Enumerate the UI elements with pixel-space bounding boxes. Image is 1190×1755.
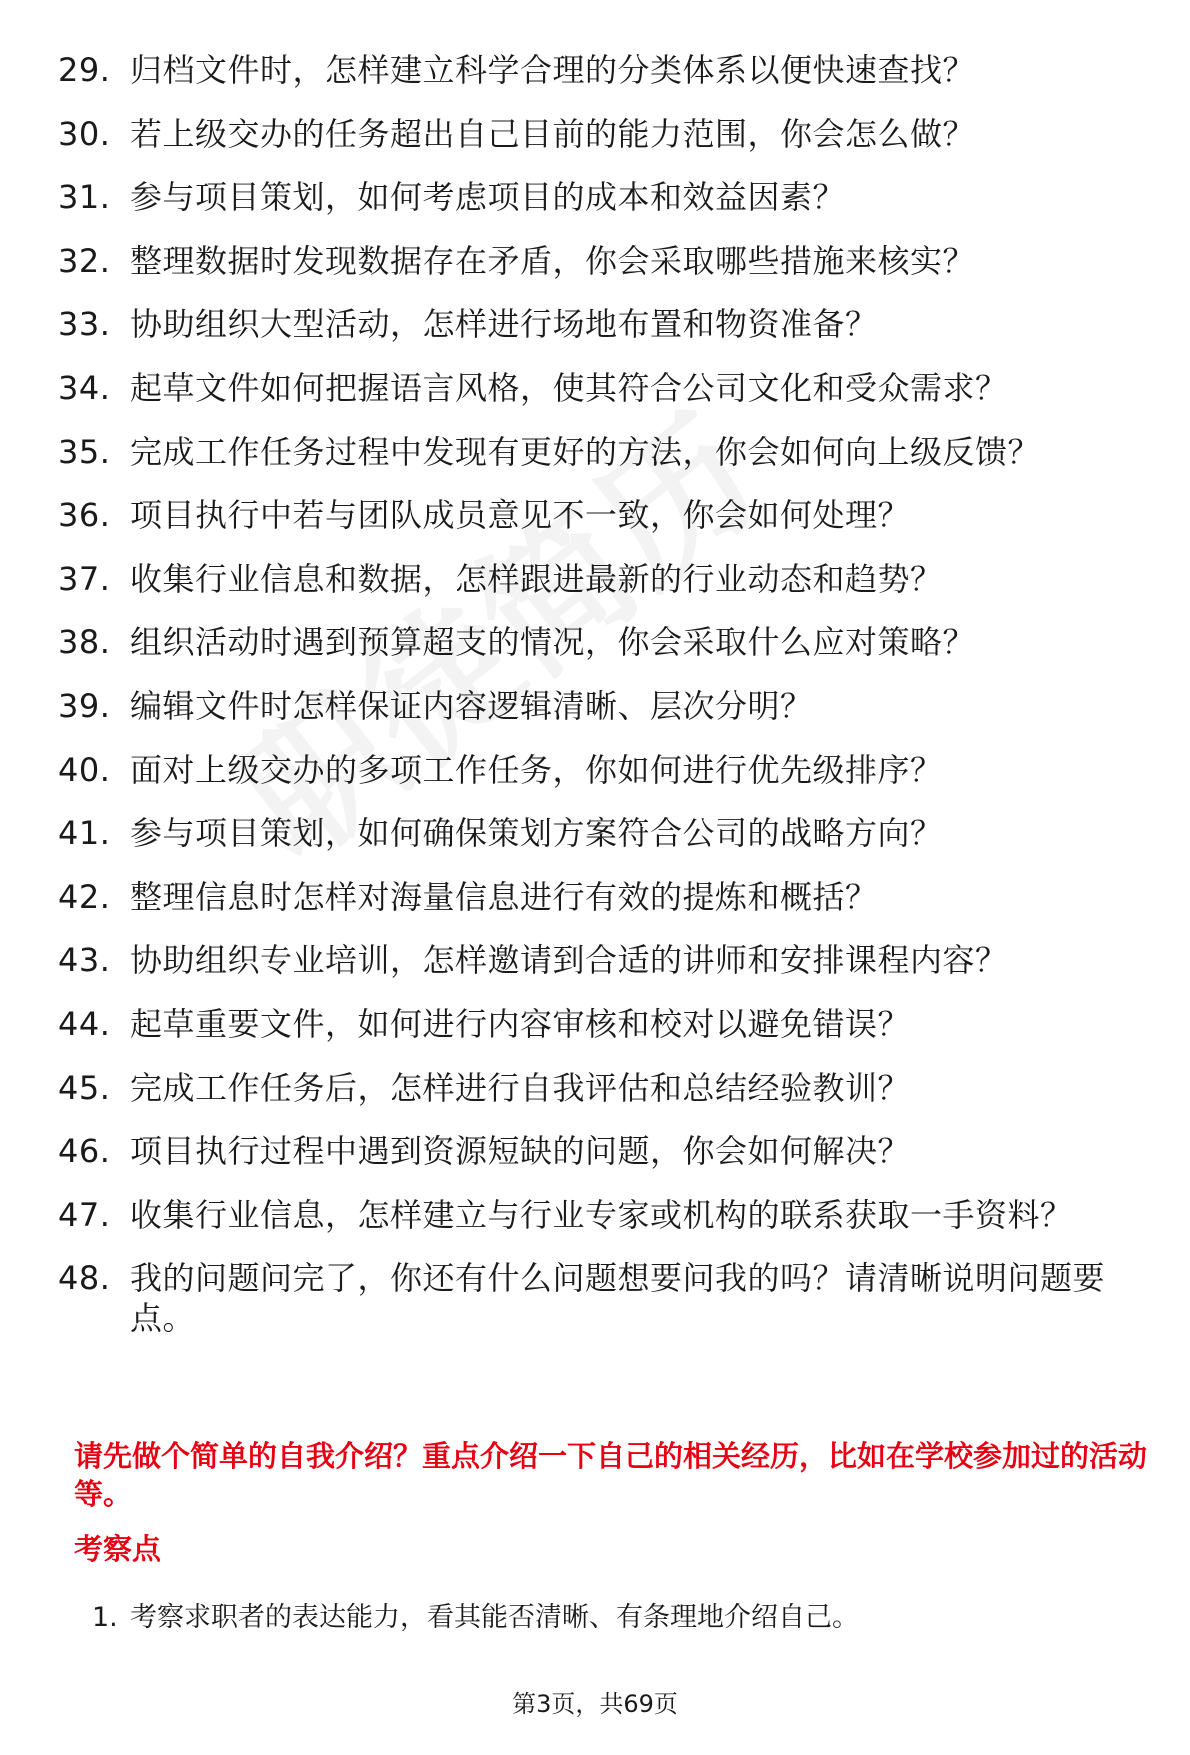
question-text: 整理信息时怎样对海量信息进行有效的提炼和概括？ bbox=[130, 877, 878, 916]
question-number: 37. bbox=[58, 559, 111, 598]
list-item bbox=[58, 686, 1158, 726]
list-item bbox=[58, 304, 1158, 344]
question-text: 收集行业信息和数据，怎样跟进最新的行业动态和趋势？ bbox=[130, 559, 943, 598]
question-text: 起草重要文件，如何进行内容审核和校对以避免错误？ bbox=[130, 1004, 911, 1043]
question-text: 我的问题问完了，你还有什么问题想要问我的吗？请清晰说明问题要点。 bbox=[130, 1259, 1106, 1338]
question-text: 完成工作任务过程中发现有更好的方法，你会如何向上级反馈？ bbox=[130, 432, 1041, 471]
question-number: 31. bbox=[58, 178, 111, 217]
question-number: 30. bbox=[58, 114, 111, 153]
question-number: 44. bbox=[58, 1004, 111, 1043]
list-item bbox=[92, 1600, 1152, 1636]
question-text: 编辑文件时怎样保证内容逻辑清晰、层次分明？ bbox=[130, 686, 813, 725]
question-text: 收集行业信息，怎样建立与行业专家或机构的联系获取一手资料？ bbox=[130, 1195, 1073, 1234]
question-number: 40. bbox=[58, 750, 111, 789]
question-number: 45. bbox=[58, 1068, 111, 1107]
question-text: 协助组织专业培训，怎样邀请到合适的讲师和安排课程内容？ bbox=[130, 941, 1008, 980]
kaochadian-text: 考察求职者的表达能力，看其能否清晰、有条理地介绍自己。 bbox=[130, 1602, 859, 1633]
question-text: 完成工作任务后，怎样进行自我评估和总结经验教训？ bbox=[130, 1068, 911, 1107]
question-number: 38. bbox=[58, 623, 111, 662]
question-text: 若上级交办的任务超出自己目前的能力范围，你会怎么做？ bbox=[130, 114, 976, 153]
question-text: 项目执行中若与团队成员意见不一致，你会如何处理？ bbox=[130, 496, 911, 535]
question-text: 起草文件如何把握语言风格，使其符合公司文化和受众需求？ bbox=[130, 368, 1008, 407]
list-item bbox=[58, 622, 1158, 662]
intro-question-heading: 请先做个简单的自我介绍？重点介绍一下自己的相关经历，比如在学校参加过的活动等。 bbox=[74, 1439, 1148, 1511]
question-number: 42. bbox=[58, 877, 111, 916]
question-number: 47. bbox=[58, 1195, 111, 1234]
list-item bbox=[58, 241, 1158, 281]
question-text: 参与项目策划，如何确保策划方案符合公司的战略方向？ bbox=[130, 814, 943, 853]
question-list bbox=[58, 50, 1158, 1362]
list-item bbox=[58, 877, 1158, 917]
question-number: 36. bbox=[58, 496, 111, 535]
question-number: 46. bbox=[58, 1132, 111, 1171]
list-item bbox=[58, 1195, 1158, 1235]
question-text: 协助组织大型活动，怎样进行场地布置和物资准备？ bbox=[130, 305, 878, 344]
list-item bbox=[58, 1131, 1158, 1171]
list-item bbox=[58, 940, 1158, 980]
question-number: 35. bbox=[58, 432, 111, 471]
question-text: 项目执行过程中遇到资源短缺的问题，你会如何解决？ bbox=[130, 1132, 911, 1171]
question-text: 组织活动时遇到预算超支的情况，你会采取什么应对策略？ bbox=[130, 623, 976, 662]
list-item bbox=[58, 1068, 1158, 1108]
question-text: 参与项目策划，如何考虑项目的成本和效益因素？ bbox=[130, 178, 846, 217]
question-text: 面对上级交办的多项工作任务，你如何进行优先级排序？ bbox=[130, 750, 943, 789]
question-text: 归档文件时，怎样建立科学合理的分类体系以便快速查找？ bbox=[130, 51, 976, 89]
kaochadian-label: 考察点 bbox=[74, 1532, 162, 1566]
question-number: 48. bbox=[58, 1259, 111, 1298]
list-item bbox=[58, 1258, 1158, 1338]
question-number: 33. bbox=[58, 305, 111, 344]
question-text: 整理数据时发现数据存在矛盾，你会采取哪些措施来核实？ bbox=[130, 241, 976, 280]
list-item bbox=[58, 1004, 1158, 1044]
question-number: 41. bbox=[58, 814, 111, 853]
list-item bbox=[58, 813, 1158, 853]
list-item bbox=[58, 432, 1158, 472]
list-item bbox=[58, 750, 1158, 790]
question-number: 32. bbox=[58, 241, 111, 280]
list-item bbox=[58, 177, 1158, 217]
list-item bbox=[58, 368, 1158, 408]
question-number: 39. bbox=[58, 686, 111, 725]
question-number: 43. bbox=[58, 941, 111, 980]
kaochadian-list bbox=[92, 1600, 1152, 1636]
page-footer: 第3页，共69页 bbox=[512, 1690, 678, 1718]
question-number: 34. bbox=[58, 368, 111, 407]
list-item bbox=[58, 495, 1158, 535]
kaochadian-number: 1. bbox=[92, 1602, 118, 1633]
list-item bbox=[58, 114, 1158, 154]
list-item bbox=[58, 559, 1158, 599]
list-item bbox=[58, 50, 1158, 90]
question-number: 29. bbox=[58, 51, 111, 89]
